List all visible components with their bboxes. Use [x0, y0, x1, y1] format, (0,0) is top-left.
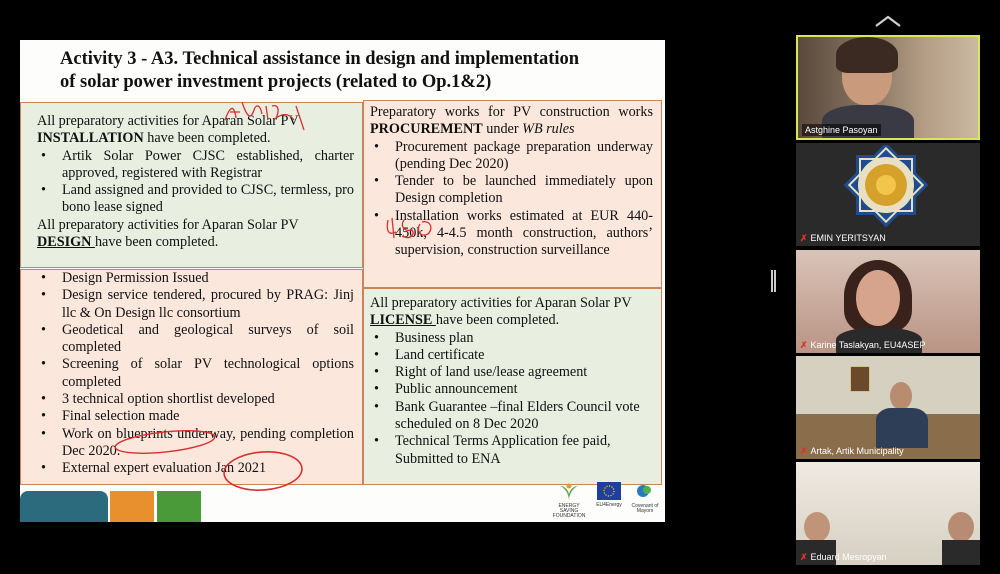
procurement-intro: Preparatory works for PV construction works PROCUREMENT under WB rules: [370, 104, 653, 138]
energy-saving-logo: ENERGY SAVING FOUNDATION: [552, 482, 586, 519]
mic-muted-icon: ✗: [800, 340, 808, 350]
footer-bar-blue: [20, 491, 108, 522]
wall-icon-frame: [850, 366, 870, 392]
license-box: [363, 288, 662, 485]
list-item: • Design Permission Issued: [37, 270, 354, 287]
mic-muted-icon: ✗: [800, 446, 808, 456]
list-item: • Installation works estimated at EUR 440-450k, 4-4.5 month construction, authors’ supervision, construction surveillance: [370, 208, 653, 260]
license-list: [370, 330, 653, 468]
participant-face: [804, 512, 830, 542]
list-item: • Geodetical and geological surveys of soil completed: [37, 322, 354, 357]
design-intro: All preparatory activities for Aparan Solar PV DESIGN have been completed.: [37, 216, 299, 251]
slide-title: [60, 48, 640, 94]
list-item: • Final selection made: [37, 408, 354, 425]
leaf-icon: [558, 482, 580, 502]
chevron-up-icon[interactable]: [873, 14, 903, 28]
list-item: • Procurement package preparation underway (pending Dec 2020): [370, 139, 653, 174]
participant-name: Eduard Mesropyan: [810, 552, 887, 562]
video-tile-artak[interactable]: [796, 356, 980, 459]
participant-body: [942, 540, 980, 565]
slide-title-line-2: of solar power investment projects (related to Op.1&2): [60, 72, 492, 92]
mic-muted-icon: ✗: [800, 552, 808, 562]
mic-muted-icon: ✗: [800, 233, 808, 243]
list-item: • Business plan: [370, 330, 653, 347]
footer-bar-orange: [110, 491, 154, 522]
video-tile-astghine-pasoyan[interactable]: [796, 35, 980, 140]
design-list: [37, 270, 354, 478]
list-item: • Technical Terms Application fee paid, Submitted to ENA: [370, 433, 653, 468]
organization-logo: [834, 145, 938, 239]
participant-name: Astghine Pasoyan: [805, 125, 878, 135]
video-tile-karine-taslakyan[interactable]: [796, 250, 980, 353]
license-intro: All preparatory activities for Aparan Solar PV LICENSE have been completed.: [370, 295, 632, 329]
covenant-of-mayors-logo: Covenant of Mayors: [630, 482, 660, 514]
eu-flag-icon: [597, 482, 621, 500]
design-box: [20, 269, 363, 485]
list-item: • Public announcement: [370, 381, 653, 398]
list-item: • External expert evaluation Jan 2021: [37, 460, 354, 477]
procurement-list: [370, 139, 653, 260]
footer-bar-green: [157, 491, 201, 522]
list-item: • Artik Solar Power CJSC established, charter approved, registered with Registrar: [37, 148, 354, 183]
participant-name: EMIN YERITSYAN: [810, 233, 886, 243]
shared-slide: [20, 40, 665, 522]
participant-hair: [836, 37, 898, 73]
list-item: • Work on blueprints underway, pending completion Dec 2020.: [37, 426, 354, 461]
slide-title-line-1: Activity 3 - A3. Technical assistance in design and implementation: [60, 49, 580, 69]
procurement-box: [363, 100, 662, 288]
installation-list: [37, 148, 354, 217]
video-tile-eduard-mesropyan[interactable]: [796, 462, 980, 565]
list-item: • Land assigned and provided to CJSC, termless, pro bono lease signed: [37, 182, 354, 217]
list-item: • Land certificate: [370, 347, 653, 364]
participant-face: [856, 270, 900, 326]
installation-intro: All preparatory activities for Aparan Solar PV INSTALLATION have been completed.: [37, 113, 299, 147]
list-item: • 3 technical option shortlist developed: [37, 391, 354, 408]
drag-handle-icon[interactable]: [771, 270, 776, 292]
participant-face: [948, 512, 974, 542]
participant-name: Karine Taslakyan, EU4ASEP: [810, 340, 926, 350]
list-item: • Right of land use/lease agreement: [370, 364, 653, 381]
list-item: • Screening of solar PV technological options completed: [37, 356, 354, 391]
participant-body: [876, 408, 928, 448]
list-item: • Tender to be launched immediately upon Design completion: [370, 173, 653, 208]
video-tile-emin-yeritsyan[interactable]: [796, 143, 980, 246]
eu4energy-logo: EU4Energy: [594, 482, 624, 508]
covenant-icon: [634, 482, 656, 502]
list-item: • Bank Guarantee –final Elders Council vote scheduled on 8 Dec 2020: [370, 399, 653, 434]
participant-face: [890, 382, 912, 410]
installation-box: [20, 102, 363, 268]
participant-name: Artak, Artik Municipality: [810, 446, 904, 456]
list-item: • Design service tendered, procured by PRAG: Jinj llc & On Design llc consortium: [37, 287, 354, 322]
